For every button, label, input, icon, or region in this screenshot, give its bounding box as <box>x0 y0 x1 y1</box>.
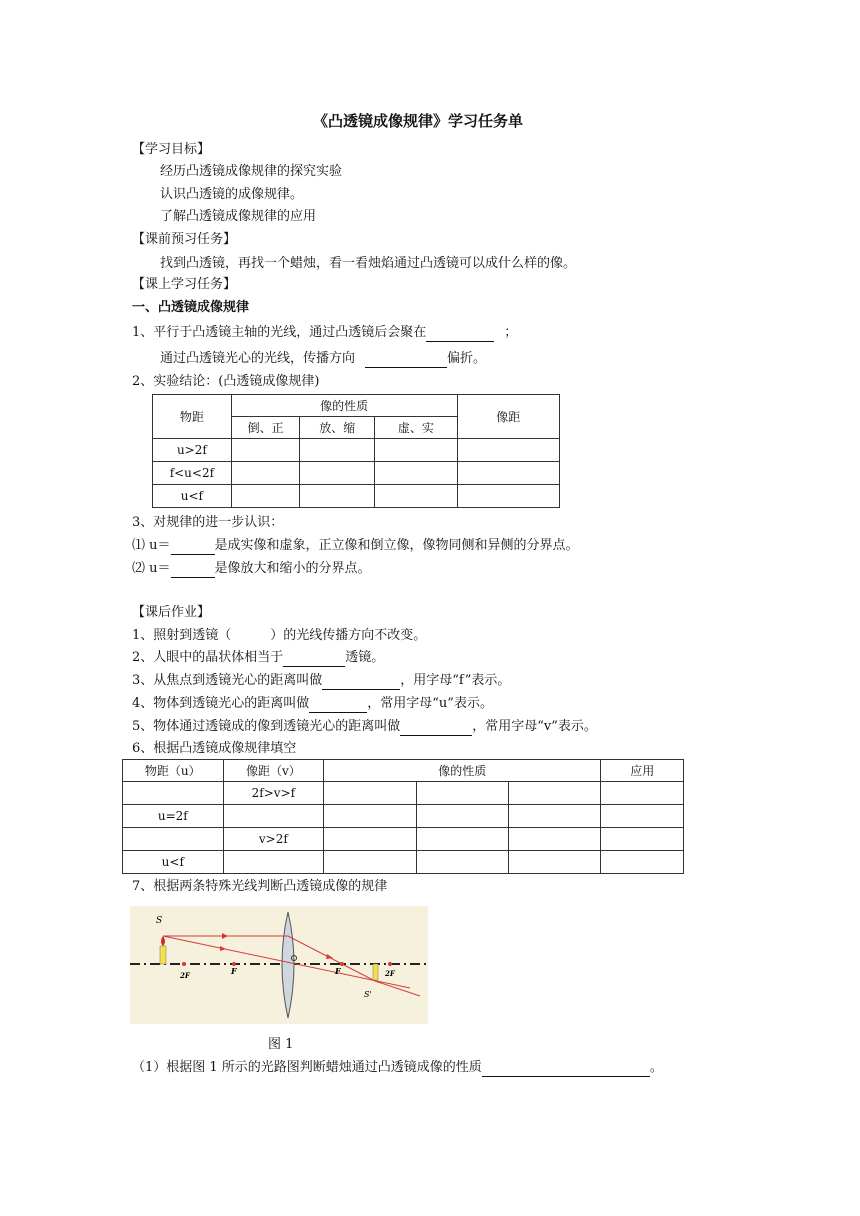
label-f-right: F <box>335 966 341 976</box>
table-cell[interactable]: 2f>v>f <box>223 782 324 805</box>
answer-blank[interactable] <box>482 1062 650 1077</box>
image-candle <box>373 964 378 980</box>
table-cell: f<u<2f <box>153 462 232 485</box>
homework-1: 1、照射到透镜（ ）的光线传播方向不改变。 <box>132 628 427 643</box>
homework-7: 7、根据两条特殊光线判断凸透镜成像的规律 <box>132 879 388 894</box>
table-cell[interactable] <box>324 851 416 874</box>
table-header: 放、缩 <box>300 417 375 439</box>
table-row <box>153 485 560 508</box>
question-text: 是成实像和虚象，正立像和倒立像，像物同侧和异侧的分界点。 <box>214 538 579 553</box>
table-header: 像距 <box>457 395 559 439</box>
table-cell[interactable] <box>231 439 300 462</box>
question-text: ，用字母“f”表示。 <box>400 673 511 688</box>
table-row <box>153 462 560 485</box>
question-text: 2、人眼中的晶状体相当于 <box>132 650 284 665</box>
table-row <box>153 439 560 462</box>
table-cell: u<f <box>153 485 232 508</box>
rules-fill-table <box>122 759 684 874</box>
table-header: 物距 <box>153 395 232 439</box>
question-text: ，常用字母“v”表示。 <box>472 719 597 734</box>
table-row <box>123 828 684 851</box>
table-cell[interactable] <box>231 485 300 508</box>
table-cell[interactable] <box>324 805 416 828</box>
table-cell[interactable] <box>375 439 458 462</box>
answer-blank[interactable] <box>309 698 367 713</box>
table-cell[interactable] <box>601 828 684 851</box>
lens-ray-diagram <box>130 906 428 1024</box>
question-text: 1、平行于凸透镜主轴的光线，通过凸透镜后会聚在 <box>132 325 427 340</box>
question-2: 2、实验结论：(凸透镜成像规律) <box>132 374 320 389</box>
question-text: （1）根据图 1 所示的光路图判断蜡烛通过凸透镜成像的性质 <box>132 1060 482 1075</box>
answer-blank[interactable] <box>171 540 215 555</box>
goal-item: 了解凸透镜成像规律的应用 <box>160 209 317 224</box>
table-cell[interactable] <box>324 828 416 851</box>
table-header: 倒、正 <box>231 417 300 439</box>
page-title: 《凸透镜成像规律》学习任务单 <box>313 112 524 130</box>
homework-2 <box>132 649 384 667</box>
answer-blank[interactable] <box>283 652 345 667</box>
table-row <box>123 851 684 874</box>
question-text: ⑵ u＝ <box>132 561 171 576</box>
answer-blank[interactable] <box>400 721 472 736</box>
imaging-rules-table <box>152 394 560 508</box>
table-cell[interactable] <box>509 805 601 828</box>
question-text: 是像放大和缩小的分界点。 <box>214 561 371 576</box>
preview-heading: 【课前预习任务】 <box>132 232 237 247</box>
question-text: ； <box>504 325 518 340</box>
table-header: 物距（u） <box>123 760 224 782</box>
figure-question <box>132 1059 663 1077</box>
table-cell[interactable] <box>324 782 416 805</box>
table-header: 应用 <box>601 760 684 782</box>
question-text: 5、物体通过透镜成的像到透镜光心的距离叫做 <box>132 719 401 734</box>
table-cell[interactable] <box>375 462 458 485</box>
table-cell[interactable] <box>300 462 375 485</box>
question-text: 通过凸透镜光心的光线，传播方向 <box>160 351 356 366</box>
table-cell[interactable] <box>601 782 684 805</box>
figure-caption: 图 1 <box>268 1037 294 1052</box>
table-cell[interactable] <box>223 805 324 828</box>
goals-heading: 【学习目标】 <box>132 142 211 157</box>
inclass-heading: 【课上学习任务】 <box>132 277 237 292</box>
question-text: 。 <box>649 1060 663 1075</box>
table-row <box>123 782 684 805</box>
table-cell[interactable] <box>300 485 375 508</box>
table-header: 像的性质 <box>324 760 601 782</box>
table-cell[interactable] <box>375 485 458 508</box>
table-cell[interactable] <box>457 439 559 462</box>
question-3-1 <box>132 537 579 555</box>
question-text: ，常用字母“u”表示。 <box>367 696 493 711</box>
table-cell[interactable] <box>457 485 559 508</box>
answer-blank[interactable] <box>322 675 400 690</box>
table-cell[interactable]: v>2f <box>223 828 324 851</box>
table-cell[interactable] <box>223 851 324 874</box>
label-s-prime: S' <box>364 990 372 999</box>
table-cell[interactable]: u=2f <box>123 805 224 828</box>
question-1b <box>160 350 486 368</box>
table-header: 像距（v） <box>223 760 324 782</box>
label-2f-right: 2F <box>385 969 395 978</box>
answer-blank[interactable] <box>171 563 215 578</box>
label-2f-left: 2F <box>180 971 190 980</box>
table-cell[interactable] <box>123 782 224 805</box>
homework-5 <box>132 718 597 736</box>
point-2f-left <box>182 962 186 966</box>
table-cell[interactable] <box>416 828 508 851</box>
preview-text: 找到凸透镜，再找一个蜡烛，看一看烛焰通过凸透镜可以成什么样的像。 <box>160 256 577 271</box>
table-cell[interactable] <box>601 851 684 874</box>
label-s: S <box>156 916 163 926</box>
question-text: 4、物体到透镜光心的距离叫做 <box>132 696 310 711</box>
question-3: 3、对规律的进一步认识： <box>132 515 284 530</box>
homework-3 <box>132 672 510 690</box>
question-1a <box>132 324 517 342</box>
table-cell[interactable] <box>416 851 508 874</box>
question-text: 偏折。 <box>447 351 487 366</box>
table-cell[interactable] <box>509 782 601 805</box>
table-cell[interactable] <box>601 805 684 828</box>
point-2f-right <box>388 962 392 966</box>
table-cell[interactable] <box>300 439 375 462</box>
table-cell[interactable] <box>509 851 601 874</box>
table-cell[interactable] <box>509 828 601 851</box>
table-cell[interactable] <box>416 805 508 828</box>
homework-heading: 【课后作业】 <box>132 605 211 620</box>
answer-blank[interactable] <box>426 327 494 342</box>
table-cell[interactable] <box>123 828 224 851</box>
table-row <box>123 805 684 828</box>
question-text: 3、从焦点到透镜光心的距离叫做 <box>132 673 323 688</box>
table-cell[interactable] <box>231 462 300 485</box>
homework-6: 6、根据凸透镜成像规律填空 <box>132 741 297 756</box>
table-cell: u>2f <box>153 439 232 462</box>
label-f-left: F <box>231 966 237 976</box>
table-cell[interactable]: u<f <box>123 851 224 874</box>
answer-blank[interactable] <box>365 353 447 368</box>
table-cell[interactable] <box>416 782 508 805</box>
table-cell[interactable] <box>457 462 559 485</box>
table-header: 像的性质 <box>231 395 457 417</box>
goal-item: 经历凸透镜成像规律的探究实验 <box>160 164 343 179</box>
section-heading: 一、凸透镜成像规律 <box>132 300 250 315</box>
question-3-2 <box>132 560 371 578</box>
question-text: ⑴ u＝ <box>132 538 171 553</box>
homework-4 <box>132 695 493 713</box>
table-header: 虚、实 <box>375 417 458 439</box>
question-text: 透镜。 <box>345 650 385 665</box>
candle <box>160 946 166 964</box>
goal-item: 认识凸透镜的成像规律。 <box>160 187 304 202</box>
